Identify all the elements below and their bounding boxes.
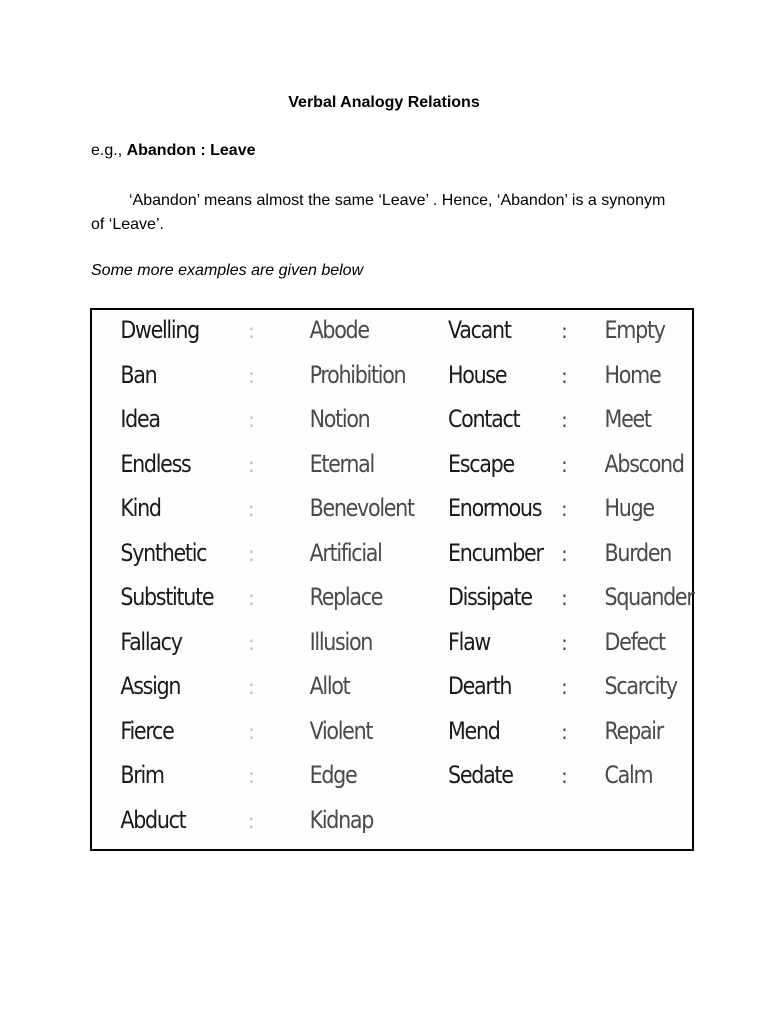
left-synonym: Abode xyxy=(309,316,369,344)
separator: : xyxy=(561,675,567,699)
left-word: Abduct xyxy=(120,805,186,834)
right-synonym: Huge xyxy=(604,494,654,522)
table-row xyxy=(92,761,653,801)
table-row xyxy=(92,627,665,668)
table-row xyxy=(92,716,663,757)
right-synonym: Squander xyxy=(604,583,694,611)
left-synonym: Artificial xyxy=(309,538,382,567)
right-synonym: Repair xyxy=(604,716,663,745)
table-row xyxy=(92,360,661,401)
right-synonym: Empty xyxy=(604,316,665,344)
separator: : xyxy=(248,319,254,343)
right-word: Flaw xyxy=(448,627,491,656)
example-line xyxy=(91,142,255,160)
separator: : xyxy=(248,452,254,477)
table-row xyxy=(92,494,654,534)
separator: : xyxy=(561,630,567,655)
separator: : xyxy=(248,630,254,655)
separator: : xyxy=(248,675,254,699)
separator: : xyxy=(561,586,567,610)
left-word: Assign xyxy=(120,672,181,700)
examples-intro: Some more examples are given below xyxy=(91,262,364,279)
left-word: Kind xyxy=(120,494,161,522)
synonym-table xyxy=(90,308,694,851)
left-word: Brim xyxy=(120,761,164,789)
right-synonym: Home xyxy=(604,360,661,389)
left-word: Dwelling xyxy=(120,316,199,344)
right-synonym: Scarcity xyxy=(604,672,677,700)
right-word: Mend xyxy=(448,716,500,745)
separator: : xyxy=(248,541,254,566)
left-synonym: Replace xyxy=(309,583,383,611)
left-word: Substitute xyxy=(120,583,214,611)
example-pair: Abandon : Leave xyxy=(126,142,256,159)
separator: : xyxy=(561,541,567,566)
left-word: Ban xyxy=(120,360,157,389)
right-word: Sedate xyxy=(448,761,513,789)
left-synonym: Allot xyxy=(309,672,350,700)
table-row xyxy=(92,405,651,445)
left-synonym: Notion xyxy=(309,405,370,433)
separator: : xyxy=(561,408,567,432)
separator: : xyxy=(561,363,567,388)
separator: : xyxy=(561,764,567,788)
right-synonym: Defect xyxy=(604,627,665,656)
right-word: Dissipate xyxy=(448,583,532,611)
separator: : xyxy=(248,408,254,432)
left-word: Synthetic xyxy=(120,538,207,567)
right-synonym: Burden xyxy=(604,538,672,567)
right-word: Encumber xyxy=(448,538,543,567)
left-word: Endless xyxy=(120,449,191,478)
left-synonym: Benevolent xyxy=(309,494,414,522)
separator: : xyxy=(248,764,254,788)
separator: : xyxy=(561,452,567,477)
right-word: House xyxy=(448,360,507,389)
left-synonym: Eternal xyxy=(309,449,374,478)
right-synonym: Abscond xyxy=(604,449,684,478)
right-synonym: Calm xyxy=(604,761,653,789)
table-row xyxy=(92,806,608,846)
left-synonym: Kidnap xyxy=(309,805,374,834)
left-synonym: Prohibition xyxy=(309,360,406,389)
left-word: Fierce xyxy=(120,716,174,745)
right-word: Escape xyxy=(448,449,514,478)
table-row xyxy=(92,672,677,712)
separator: : xyxy=(248,808,254,833)
table-row xyxy=(92,538,672,579)
table-row xyxy=(92,449,684,490)
separator: : xyxy=(248,586,254,610)
right-synonym: Meet xyxy=(604,405,651,433)
separator: : xyxy=(561,319,567,343)
separator: : xyxy=(561,497,567,521)
left-synonym: Violent xyxy=(309,716,373,745)
right-word: Contact xyxy=(448,405,520,433)
left-word: Fallacy xyxy=(120,627,182,656)
separator: : xyxy=(248,363,254,388)
example-prefix: e.g., xyxy=(91,142,127,159)
separator: : xyxy=(248,719,254,744)
table-row xyxy=(92,583,694,623)
page-title: Verbal Analogy Relations xyxy=(288,94,480,111)
separator: : xyxy=(248,497,254,521)
left-synonym: Edge xyxy=(309,761,357,789)
table-row xyxy=(92,316,665,356)
separator: : xyxy=(561,719,567,744)
right-word: Enormous xyxy=(448,494,542,522)
right-word: Dearth xyxy=(448,672,512,700)
explanation-paragraph: ‘Abandon’ means almost the same ‘Leave’ . Hence, ‘Abandon’ is a synonym of ‘Leave’. xyxy=(91,192,666,233)
left-synonym: Illusion xyxy=(309,627,373,656)
left-word: Idea xyxy=(120,405,160,433)
right-word: Vacant xyxy=(448,316,511,344)
